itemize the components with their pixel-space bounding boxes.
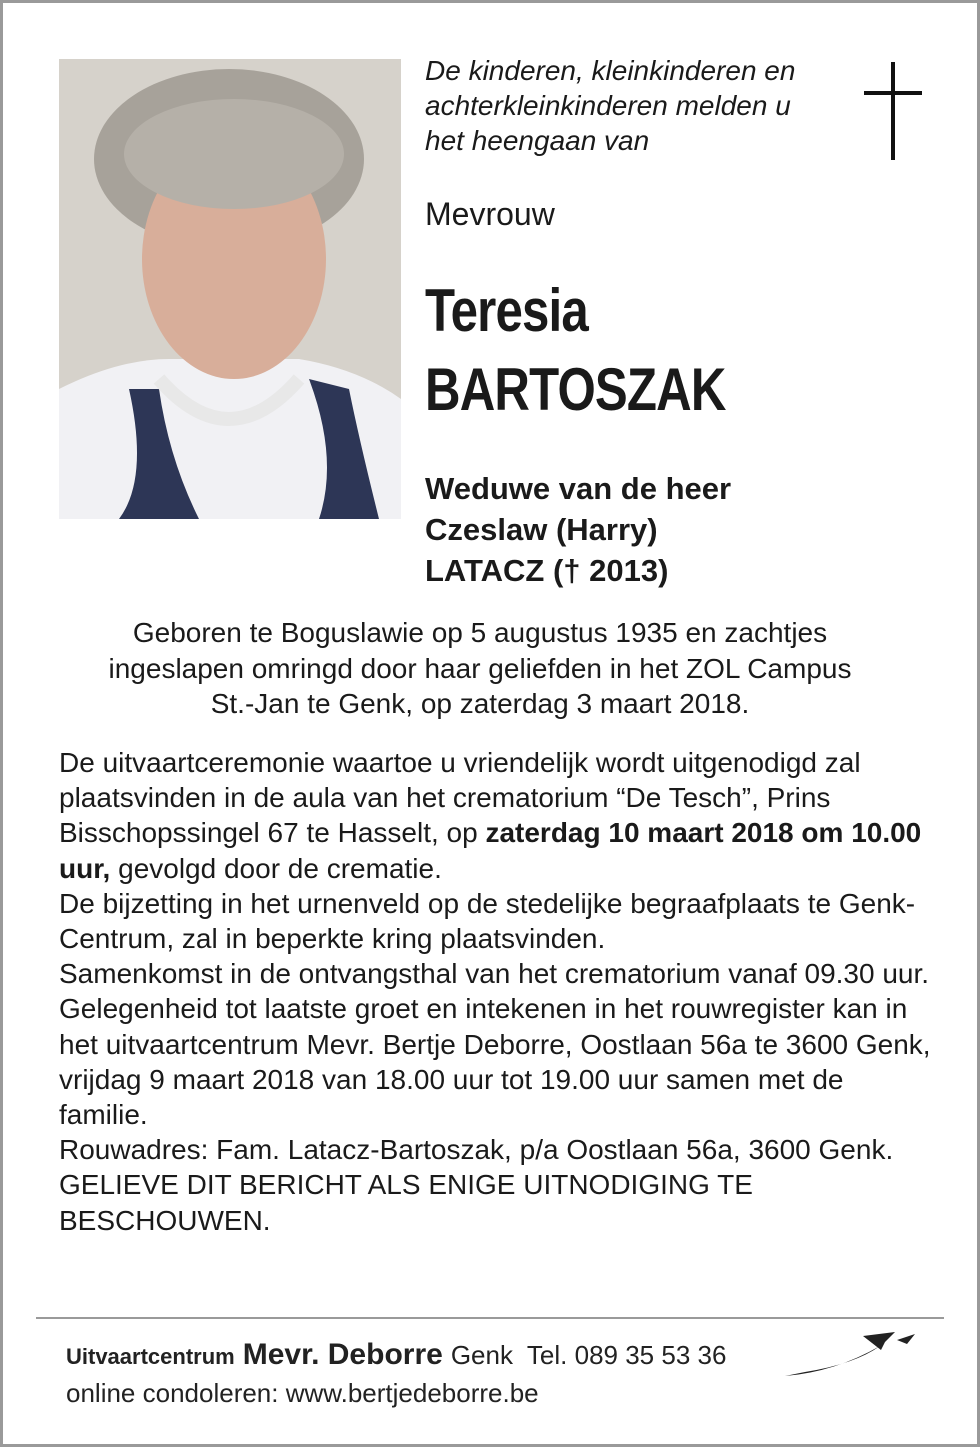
footer-phone: Genk Tel. 089 35 53 36 xyxy=(450,1340,727,1370)
intro-text xyxy=(425,53,845,158)
born-line: Geboren te Boguslawie op 5 augustus 1935 en zachtjes xyxy=(132,617,828,648)
widow-of xyxy=(425,468,731,591)
last-name: BARTOSZAK xyxy=(425,356,726,423)
widow-line: Czeslaw (Harry) xyxy=(425,512,658,547)
funeral-home-footer xyxy=(66,1338,726,1409)
ceremony-date: zaterdag 10 maart 2018 om 10.00 uur, xyxy=(59,817,922,884)
widow-line: Weduwe van de heer xyxy=(425,471,732,506)
address-paragraph: Rouwadres: Fam. Latacz-Bartoszak, p/a Oostlaan 56a, 3600 Genk. xyxy=(59,1134,894,1166)
intro-line: het heengaan van xyxy=(425,125,650,156)
gathering-paragraph: Samenkomst in de ontvangsthal van het crematorium vanaf 09.30 uur. xyxy=(59,958,930,990)
portrait-photo xyxy=(59,59,401,519)
birds-logo-icon xyxy=(785,1328,925,1380)
burial-paragraph: De bijzetting in het urnenveld op de stedelijke begraafplaats te Genk-Centrum, zal in beperkte kring plaatsvinden. xyxy=(59,887,916,955)
born-line: ingeslapen omringd door haar geliefden in het ZOL Campus xyxy=(108,652,852,684)
honorific: Mevrouw xyxy=(425,196,555,232)
visitation-paragraph: Gelegenheid tot laatste groet en intekenen in het rouwregister kan in het uitvaartcentrum Mevr. Bertje Deborre, Oostlaan 56a te 3600 Genk, vrijdag 9 maart 2018 van 18.00 uur tot 19.00 uur samen met de familie. xyxy=(59,993,931,1131)
notice-paragraph: GELIEVE DIT BERICHT ALS ENIGE UITNODIGING TE BESCHOUWEN. xyxy=(59,1169,753,1236)
born-line: St.-Jan te Genk, op zaterdag 3 maart 2018. xyxy=(210,688,750,719)
divider xyxy=(36,1317,944,1319)
intro-line: De kinderen, kleinkinderen en xyxy=(425,55,796,86)
ceremony-text: gevolgd door de crematie. xyxy=(110,852,442,884)
first-name: Teresia xyxy=(425,277,588,344)
cross-icon xyxy=(864,62,922,160)
widow-line: LATACZ († 2013) xyxy=(425,553,669,588)
footer-prefix: Uitvaartcentrum xyxy=(66,1344,235,1369)
footer-website[interactable]: online condoleren: www.bertjedeborre.be xyxy=(66,1378,539,1408)
ceremony-paragraph xyxy=(59,745,939,886)
ceremony-text: De uitvaartceremonie waartoe u vriendelijk wordt uitgenodigd zal plaatsvinden in de aula van het crematorium “De Tesch”, Prins Bisschopssingel 67 te Hasselt, op xyxy=(59,747,861,849)
footer-brand: Mevr. Deborre xyxy=(242,1338,443,1371)
birth-death-info xyxy=(40,615,920,722)
intro-line: achterkleinkinderen melden u xyxy=(425,90,791,121)
funeral-details xyxy=(59,745,939,1238)
